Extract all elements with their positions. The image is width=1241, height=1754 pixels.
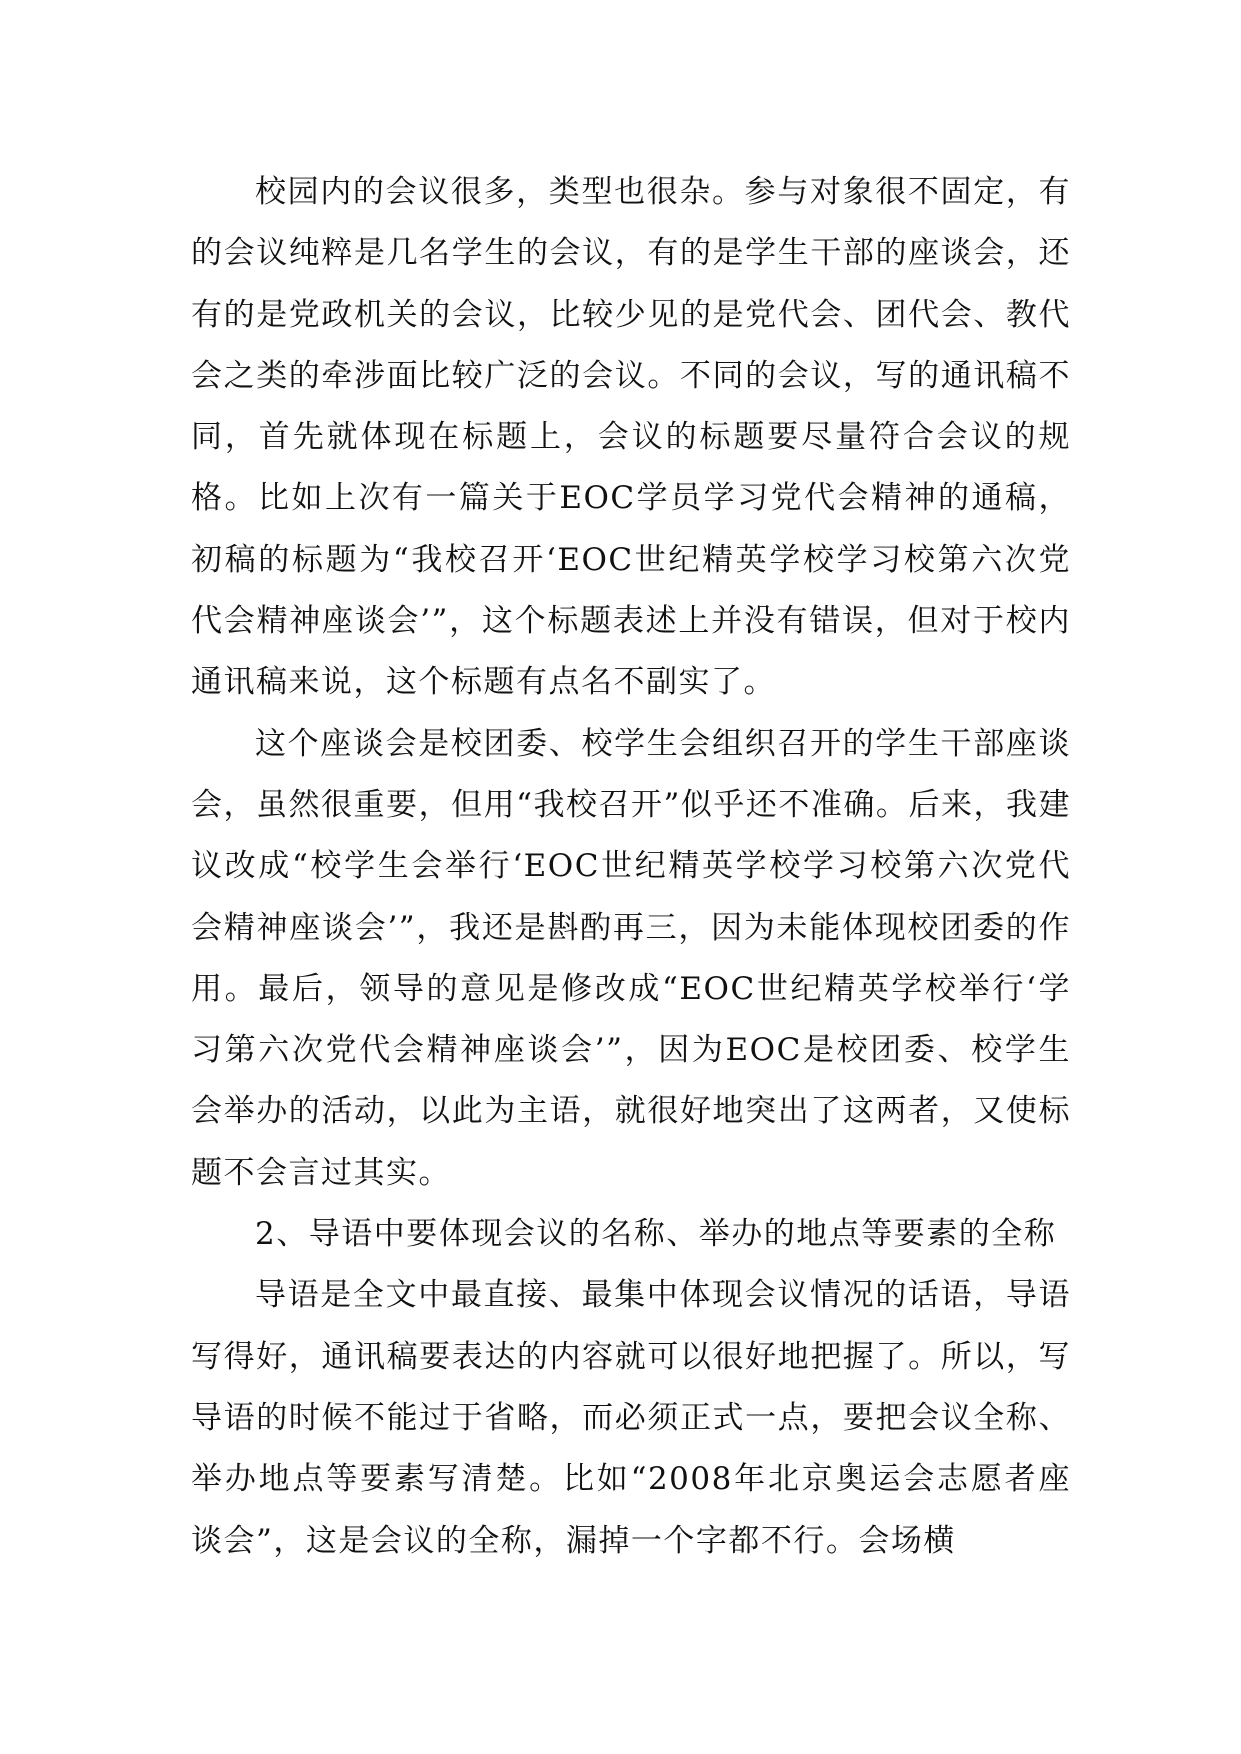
- paragraph-lead-writing: 导语是全文中最直接、最集中体现会议情况的话语，导语写得好，通讯稿要表达的内容就可以很好地把握了。所以，写导语的时候不能过于省略，而必须正式一点，要把会议全称、举办地点等要素写清楚。比如“2008年北京奥运会志愿者座谈会”，这是会议的全称，漏掉一个字都不行。会场横: [191, 1277, 1071, 1559]
- section-heading-lead: 2、导语中要体现会议的名称、举办的地点等要素的全称: [255, 1216, 1057, 1253]
- paragraph-meeting-types: 校园内的会议很多，类型也很杂。参与对象很不固定，有的会议纯粹是几名学生的会议，有的是学生干部的座谈会，还有的是党政机关的会议，比较少见的是党代会、团代会、教代会之类的牵涉面比较广泛的会议。不同的会议，写的通讯稿不同，首先就体现在标题上，会议的标题要尽量符合会议的规格。比如上次有一篇关于EOC学员学习党代会精神的通稿，初稿的标题为“我校召开‘EOC世纪精英学校学习校第六次党代会精神座谈会’”，这个标题表述上并没有错误，但对于校内通讯稿来说，这个标题有点名不副实了。: [191, 174, 1071, 701]
- document-body: [191, 162, 1071, 1572]
- paragraph-forum-example: 这个座谈会是校团委、校学生会组织召开的学生干部座谈会，虽然很重要，但用“我校召开”似乎还不准确。后来，我建议改成“校学生会举行‘EOC世纪精英学校学习校第六次党代会精神座谈会’”，我还是斟酌再三，因为未能体现校团委的作用。最后，领导的意见是修改成“EOC世纪精英学校举行‘学习第六次党代会精神座谈会’”，因为EOC是校团委、校学生会举办的活动，以此为主语，就很好地突出了这两者，又使标题不会言过其实。: [191, 725, 1071, 1191]
